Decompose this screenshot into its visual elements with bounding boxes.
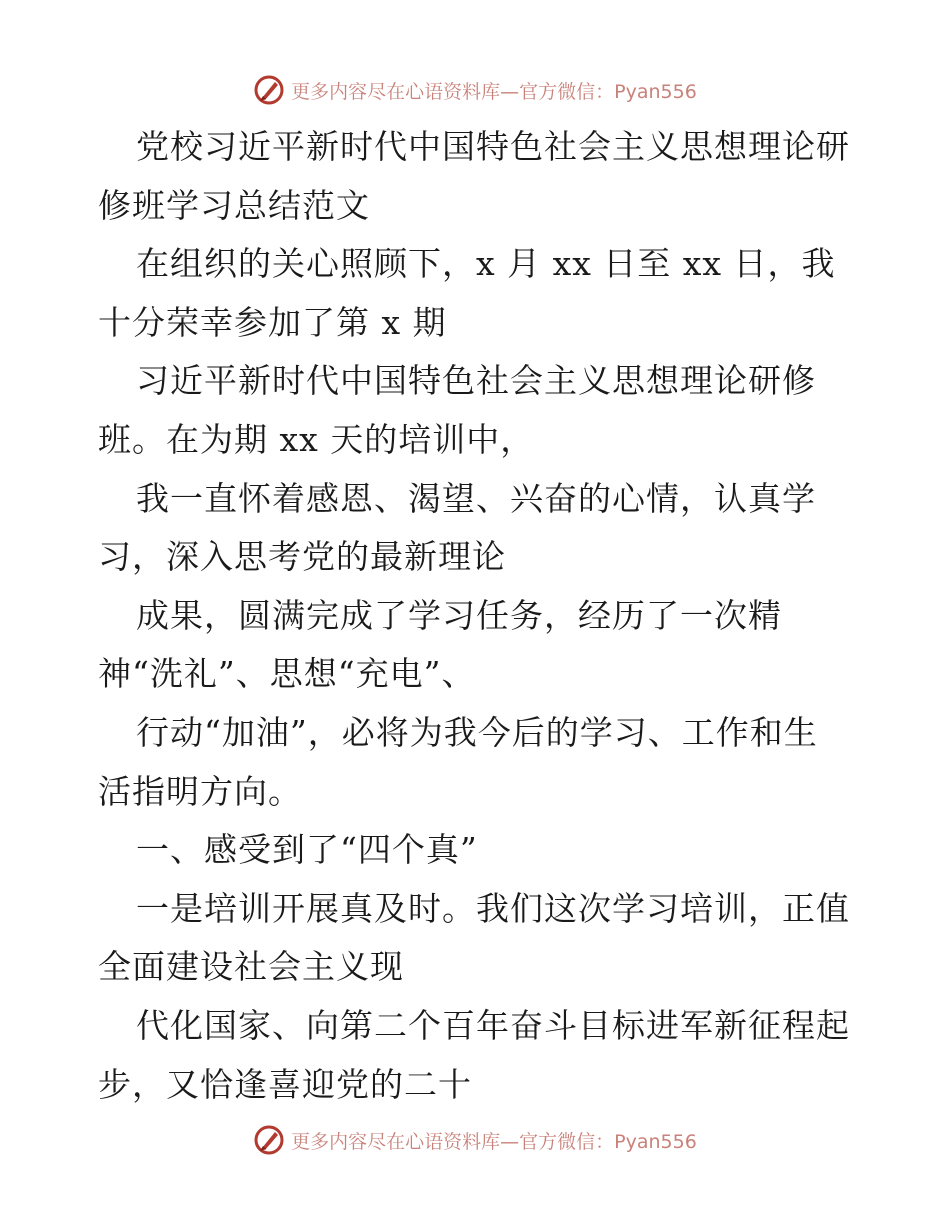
paragraph-line: 步，又恰逢喜迎党的二十	[98, 1064, 472, 1104]
paragraph-line: 一是培训开展真及时。我们这次学习培训，正值	[136, 888, 850, 928]
paragraph-line: 代化国家、向第二个百年奋斗目标进军新征程起	[136, 1005, 850, 1045]
paragraph-line: 习，深入思考党的最新理论	[98, 537, 506, 577]
paragraph-line: 我一直怀着感恩、渴望、兴奋的心情，认真学	[136, 478, 816, 518]
paragraph-line: 十分荣幸参加了第 x 期	[98, 302, 447, 342]
document-title-line-1: 党校习近平新时代中国特色社会主义思想理论研	[136, 127, 850, 166]
paragraph-line: 班。在为期 xx 天的培训中，	[98, 419, 535, 459]
document-title-line-2: 修班学习总结范文	[98, 185, 370, 225]
watermark-account: Pyan556	[614, 80, 697, 103]
paragraph-line: 神“洗礼”、思想“充电”、	[98, 654, 476, 694]
paragraph-line: 在组织的关心照顾下，x 月 xx 日至 xx 日，我	[136, 244, 836, 284]
quill-seal-icon	[253, 1124, 285, 1156]
paragraph-line: 习近平新时代中国特色社会主义思想理论研修	[136, 361, 816, 401]
header-watermark	[0, 70, 950, 110]
watermark-text: 更多内容尽在心语资料库—官方微信：Pyan556	[291, 80, 697, 103]
watermark-account: Pyan556	[614, 1130, 697, 1153]
document-body	[98, 118, 858, 1114]
quill-seal-icon	[253, 74, 285, 106]
paragraph-line: 活指明方向。	[98, 771, 302, 811]
paragraph-line: 成果，圆满完成了学习任务，经历了一次精	[136, 595, 782, 635]
paragraph-line: 全面建设社会主义现	[98, 947, 404, 987]
section-heading: 一、感受到了“四个真”	[136, 830, 478, 870]
paragraph-line: 行动“加油”，必将为我今后的学习、工作和生	[136, 712, 818, 752]
footer-watermark	[0, 1120, 950, 1160]
watermark-text: 更多内容尽在心语资料库—官方微信：Pyan556	[291, 1130, 697, 1153]
